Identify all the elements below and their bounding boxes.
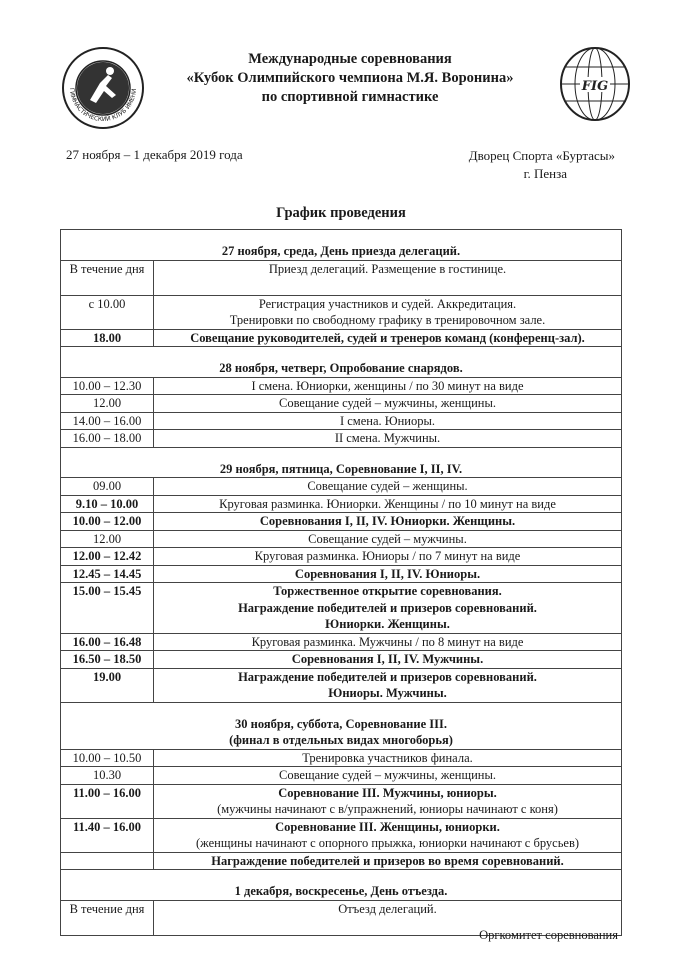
description-line: Регистрация участников и судей. Аккредитация. <box>258 296 517 311</box>
description-cell <box>154 651 622 669</box>
description-line: Юниоры. Мужчины. <box>328 686 447 700</box>
schedule-row <box>61 852 622 870</box>
time-cell: В течение дня <box>61 260 154 295</box>
time-cell: 18.00 <box>61 329 154 347</box>
time-cell: 10.00 – 12.00 <box>61 513 154 531</box>
description-cell <box>154 668 622 702</box>
description-cell <box>154 767 622 785</box>
day-header-row <box>61 347 622 378</box>
time-cell: 19.00 <box>61 668 154 702</box>
schedule-row <box>61 295 622 329</box>
description-line: Совещание судей – мужчины, женщины. <box>278 396 496 410</box>
description-cell <box>154 260 622 295</box>
schedule-row <box>61 767 622 785</box>
schedule-row <box>61 749 622 767</box>
description-line: Круговая разминка. Юниоры / по 7 минут на виде <box>254 549 521 563</box>
description-cell <box>154 513 622 531</box>
event-dates: 27 ноября – 1 декабря 2019 года <box>66 147 243 162</box>
schedule-row <box>61 530 622 548</box>
day-header-row <box>61 447 622 478</box>
description-line: Соревнование III. Женщины, юниорки. <box>275 819 500 834</box>
schedule-row <box>61 329 622 347</box>
fig-globe-logo <box>558 42 632 132</box>
schedule-row <box>61 818 622 852</box>
schedule-row <box>61 548 622 566</box>
description-line: Круговая разминка. Мужчины / по 8 минут на виде <box>251 634 524 649</box>
description-line: II смена. Мужчины. <box>334 431 441 445</box>
day-header-row <box>61 702 622 749</box>
schedule-row <box>61 260 622 295</box>
page-title <box>150 50 550 107</box>
time-cell: 14.00 – 16.00 <box>61 412 154 430</box>
time-cell <box>61 852 154 870</box>
description-line: Совещание судей – женщины. <box>307 479 468 493</box>
day-header-line: 30 ноября, суббота, Соревнование III. <box>235 716 447 731</box>
description-cell <box>154 478 622 496</box>
description-line: I смена. Юниорки, женщины / по 30 минут на виде <box>251 378 524 393</box>
title-line: «Кубок Олимпийского чемпиона М.Я. Воронина» <box>186 70 514 86</box>
time-cell: 12.00 – 12.42 <box>61 548 154 566</box>
schedule-row <box>61 784 622 818</box>
venue-name: Дворец Спорта «Буртасы» <box>468 148 615 163</box>
description-line: Награждение победителей и призеров соревнований. <box>238 669 537 684</box>
schedule-row <box>61 430 622 448</box>
title-line: по спортивной гимнастике <box>261 89 439 105</box>
description-cell <box>154 565 622 583</box>
schedule-row <box>61 377 622 395</box>
time-cell: 11.40 – 16.00 <box>61 818 154 852</box>
description-cell <box>154 295 622 329</box>
description-line: Юниорки. Женщины. <box>325 617 450 631</box>
description-line: Торжественное открытие соревнования. <box>273 584 502 598</box>
description-note: (мужчины начинают с в/упражнений, юниоры начинают с коня) <box>217 802 558 816</box>
description-line: Соревнования I, II, IV. Мужчины. <box>291 652 484 666</box>
description-line: Приезд делегаций. Размещение в гостинице. <box>268 261 507 276</box>
time-cell: с 10.00 <box>61 295 154 329</box>
description-cell <box>154 430 622 448</box>
schedule-table <box>60 229 622 936</box>
organizing-committee: Оргкомитет соревнования <box>479 928 618 942</box>
svg-text:FIG: FIG <box>581 79 609 94</box>
description-cell <box>154 412 622 430</box>
description-line: Награждение победителей и призеров соревнований. <box>238 600 537 615</box>
day-header-row <box>61 230 622 261</box>
time-cell: 15.00 – 15.45 <box>61 583 154 634</box>
day-header <box>61 870 622 901</box>
time-cell: 10.00 – 10.50 <box>61 749 154 767</box>
description-line: Круговая разминка. Юниорки. Женщины / по 10 минут на виде <box>219 496 556 511</box>
description-line: Тренировка участников финала. <box>302 750 473 765</box>
day-header-line: (финал в отдельных видах многоборья) <box>229 733 453 747</box>
day-header <box>61 702 622 749</box>
schedule-row <box>61 668 622 702</box>
event-venue <box>455 147 615 183</box>
day-header-line: 27 ноября, среда, День приезда делегаций. <box>221 244 461 258</box>
time-cell: 16.00 – 16.48 <box>61 633 154 651</box>
description-line: Соревнования I, II, IV. Юниоры. <box>294 566 481 581</box>
schedule-title: График проведения <box>276 205 406 221</box>
description-line: Отъезд делегаций. <box>338 901 437 916</box>
description-line: Совещание руководителей, судей и тренеров команд (конференц-зал). <box>190 330 585 345</box>
description-cell <box>154 633 622 651</box>
day-header <box>61 230 622 261</box>
description-cell <box>154 852 622 870</box>
description-line: Соревнование III. Мужчины, юниоры. <box>278 785 497 800</box>
time-cell: В течение дня <box>61 900 154 935</box>
day-header-line: 1 декабря, воскресенье, День отъезда. <box>234 884 448 898</box>
description-note: (женщины начинают с опорного прыжка, юниорки начинают с брусьев) <box>195 836 580 850</box>
description-line: Совещание судей – мужчины. <box>308 531 467 546</box>
schedule-row <box>61 633 622 651</box>
description-cell <box>154 548 622 566</box>
day-header-line: 29 ноября, пятница, Соревнование I, II, IV. <box>219 461 463 476</box>
description-line: Тренировки по свободному графику в тренировочном зале. <box>229 313 546 327</box>
time-cell: 12.00 <box>61 530 154 548</box>
schedule-row <box>61 583 622 634</box>
time-cell: 9.10 – 10.00 <box>61 495 154 513</box>
schedule-row <box>61 513 622 531</box>
schedule-row <box>61 478 622 496</box>
venue-city: г. Пенза <box>523 166 567 181</box>
time-cell: 16.50 – 18.50 <box>61 651 154 669</box>
day-header-row <box>61 870 622 901</box>
time-cell: 10.00 – 12.30 <box>61 377 154 395</box>
day-header <box>61 347 622 378</box>
description-cell <box>154 784 622 818</box>
description-cell <box>154 377 622 395</box>
day-header <box>61 447 622 478</box>
time-cell: 11.00 – 16.00 <box>61 784 154 818</box>
schedule-row <box>61 651 622 669</box>
schedule-row <box>61 395 622 413</box>
description-cell <box>154 749 622 767</box>
time-cell: 10.30 <box>61 767 154 785</box>
description-cell <box>154 495 622 513</box>
svg-text:ГИМНАСТИЧЕСКИЙ КЛУБ ИМЕНИ М.Я.: ГИМНАСТИЧЕСКИЙ КЛУБ ИМЕНИ <box>67 87 139 124</box>
time-cell: 09.00 <box>61 478 154 496</box>
description-line: Соревнования I, II, IV. Юниорки. Женщины. <box>259 514 516 528</box>
description-cell <box>154 583 622 634</box>
description-cell <box>154 530 622 548</box>
description-cell <box>154 329 622 347</box>
schedule-row <box>61 412 622 430</box>
time-cell: 12.00 <box>61 395 154 413</box>
day-header-line: 28 ноября, четверг, Опробование снарядов. <box>219 361 463 375</box>
description-cell <box>154 818 622 852</box>
time-cell: 12.45 – 14.45 <box>61 565 154 583</box>
schedule-row <box>61 495 622 513</box>
description-cell <box>154 395 622 413</box>
description-line: Награждение победителей и призеров во время соревнований. <box>211 853 564 868</box>
time-cell: 16.00 – 18.00 <box>61 430 154 448</box>
title-line: Международные соревнования <box>248 51 452 67</box>
description-line: I смена. Юниоры. <box>339 413 436 428</box>
schedule-row <box>61 565 622 583</box>
description-line: Совещание судей – мужчины, женщины. <box>278 768 496 782</box>
club-logo <box>60 45 146 131</box>
